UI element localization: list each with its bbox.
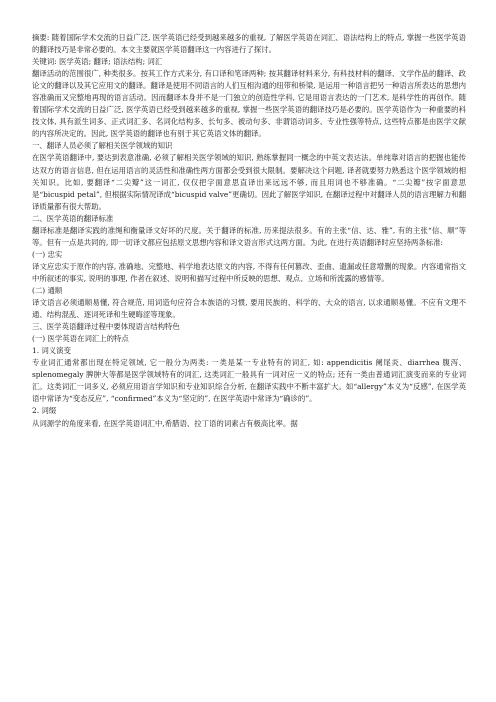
section-2-heading: 二、医学英语的翻译标准 [32, 213, 114, 223]
subsection-fluent-heading: (二) 通顺 [32, 285, 63, 295]
section-3-subheading: (一) 医学英语在词汇上的特点 [32, 334, 129, 344]
item-1-body: 专业词汇通常都出现在特定领域, 它一般分为两类: 一类是某一专业特有的词汇, 如: appendicitis 阑尾炎、diarrhea 腹泻、splenomegaly 脾肿大等都是医学领域特有的词汇, 这类词汇一般具有一词对应一义的特点; 还有一类由普通词汇演变而来的专业词汇。这类词汇一词多义, 必须应用语言学知识和专业知识综合分析, 在翻译实践中不断丰富扩大。如“allergy”本义为“反感”, 在医学英语中常译为“变态反应”, “confirmed”本义为“坚定的”, 在医学英语中常译为“确诊的”。 [32, 358, 466, 404]
subsection-faithful-body: 译文应忠实于原作的内容, 准确地、完整地、科学地表达原文的内容, 不得有任何篡改、歪曲、遗漏或任意增删的现象。内容通常指文中所叙述的事实, 说明的事理, 作者在叙述、说明和描写过程中所反映的思想、观点、立场和所流露的感情等。 [32, 261, 466, 283]
keywords: 关键词: 医学英语; 翻译; 语法结构; 词汇 [32, 57, 163, 67]
section-3-heading: 三、医学英语翻译过程中要体现语言结构特色 [32, 322, 180, 332]
item-2-body: 从词源学的角度来看, 在医学英语词汇中,希腊语、拉丁语的词素占有极高比率。据 [32, 418, 298, 428]
item-1-heading: 1. 词义演变 [32, 346, 71, 356]
item-2-heading: 2. 词缀 [32, 406, 57, 416]
section-1-body: 在医学英语翻译中, 要达到表意准确, 必须了解相关医学领域的知识, 熟练掌握同一概念的中英文表达法。单纯靠对语言的把握也能传达双方的语言信息, 但在运用语言的灵活性和准确性两方面都会受到很大限制。要解决这个问题, 译者就要努力熟悉这个医学领域的相关知识。比如, 要翻译“二尖瓣”这一词汇, 仅仅把字面意思直译出来远远不够, 而且用词也不够准确。“二尖瓣”按字面意思是“bicuspid petal”, 但根据实际情况译成“bicuspid valve”更确切。因此了解医学知识, 在翻译过程中对翻译人员的语言理解力和翻译质量都有很大帮助。 [32, 153, 466, 211]
section-2-body: 翻译标准是翻译实践的准绳和衡量译文好坏的尺度。关于翻译的标准, 历来提法很多。有的主张“信、达、雅”, 有的主张“信、顺”等等。但有一点是共同的, 即一切译文都应包括原文思想内容和译文语言形式这两方面。为此, 在进行英语翻译时应坚持两条标准: [32, 225, 466, 247]
abstract: 摘要: 随着国际学术交流的日益广泛, 医学英语已经受到越来越多的重视, 了解医学英语在词汇、语法结构上的特点, 掌握一些医学英语的翻译技巧是非常必要的。本文主要就医学英语翻译这一内容进行了探讨。 [32, 33, 466, 55]
section-1-heading: 一、翻译人员必须了解相关医学领域的知识 [32, 141, 173, 151]
subsection-fluent-body: 译文语言必须通顺易懂, 符合规范, 用词造句应符合本族语的习惯, 要用民族的、科学的、大众的语言, 以求通顺易懂。不应有文理不通、结构混乱、逐词死译和生硬晦涩等现象。 [32, 298, 466, 320]
intro-paragraph: 翻译活动的范围很广, 种类很多。按其工作方式来分, 有口译和笔译两种; 按其翻译材料来分, 有科技材料的翻译、文学作品的翻译、政论文的翻译以及其它应用文的翻译。翻译是使用不同语言的人们互相沟通的纽带和桥梁, 是运用一种语言把另一种语言所表达的思想内容准确而又完整地再现的语言活动。因而翻译本身并不是一门独立的创造性学科, 它是用语言表达的一门艺术, 是科学性的再创作。随着国际学术交流的日益广泛, 医学英语已经受到越来越多的重视, 掌握一些医学英语的翻译技巧是必要的。医学英语作为一种重要的科技文体, 具有派生词多、正式词汇多、名词化结构多、长句多、被动句多、非谓语动词多、专业性强等特点, 这些特点都是由医学文献的内容所决定的。因此, 医学英语的翻译也有别于其它英语文体的翻译。 [32, 69, 466, 139]
subsection-faithful-heading: (一) 忠实 [32, 249, 63, 259]
